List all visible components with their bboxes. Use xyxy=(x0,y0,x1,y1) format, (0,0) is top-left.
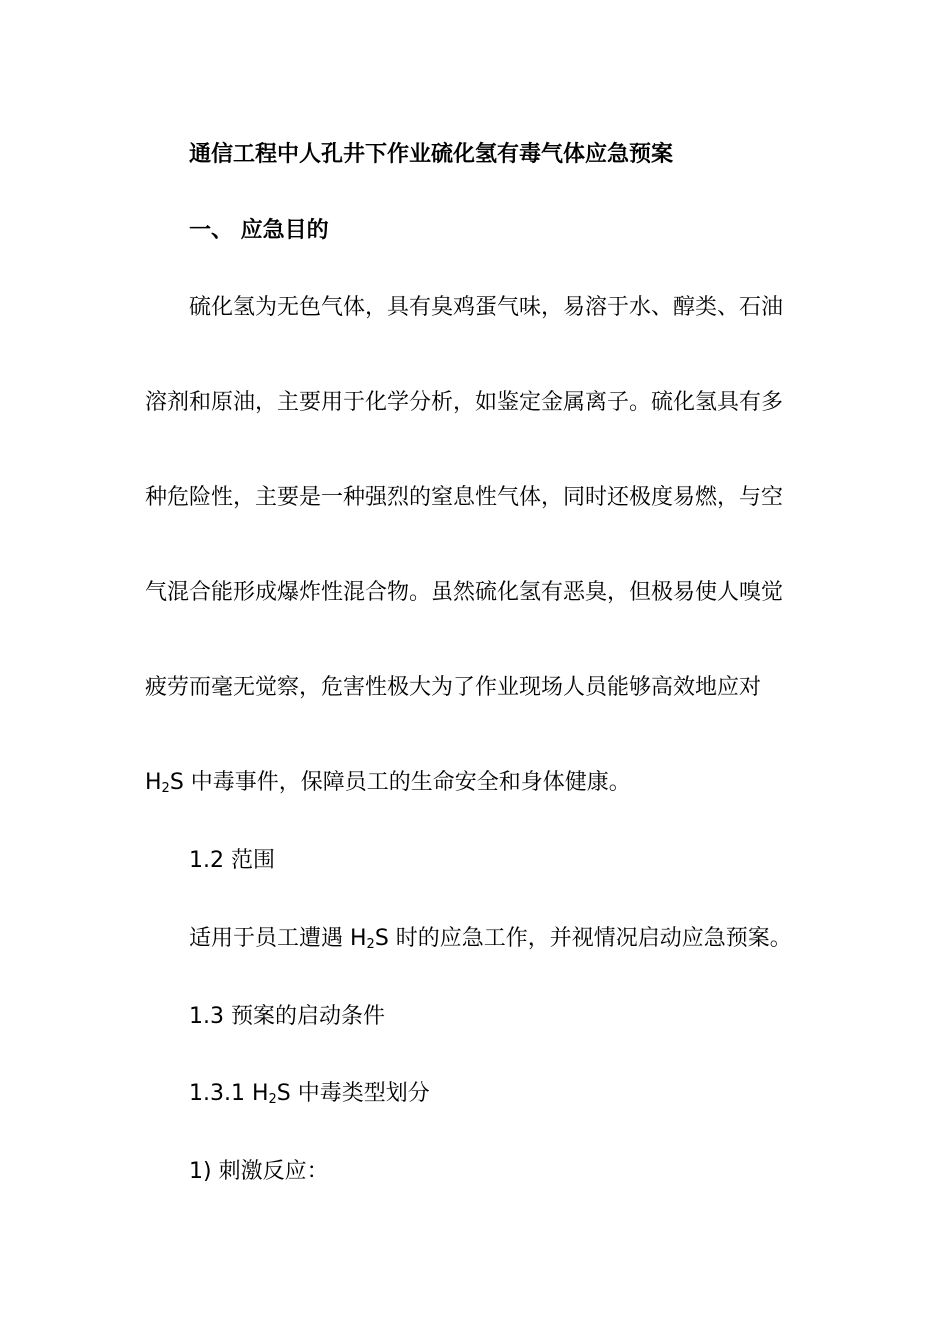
section-heading-start-conditions: 1.3 预案的启动条件 xyxy=(189,1004,385,1029)
section-heading-scope: 1.2 范围 xyxy=(189,848,275,873)
text-fragment: H xyxy=(145,770,162,795)
section-heading-emergency-purpose: 一、 应急目的 xyxy=(189,218,329,243)
paragraph-line: 种危险性，主要是一种强烈的窒息性气体，同时还极度易燃，与空 xyxy=(145,485,784,510)
text-fragment: 1.3.1 H xyxy=(189,1081,269,1106)
paragraph-line: 疲劳而毫无觉察，危害性极大为了作业现场人员能够高效地应对 xyxy=(145,675,762,700)
paragraph-line: 气混合能形成爆炸性混合物。虽然硫化氢有恶臭，但极易使人嗅觉 xyxy=(145,580,784,605)
subscript: 2 xyxy=(366,937,375,952)
section-heading-poisoning-types xyxy=(189,1080,430,1108)
text-fragment: S 时的应急工作，并视情况启动应急预案。 xyxy=(374,926,792,951)
text-fragment: S 中毒类型划分 xyxy=(276,1081,430,1106)
list-item: 1) 刺激反应： xyxy=(189,1159,329,1184)
paragraph-line xyxy=(145,769,631,797)
subscript: 2 xyxy=(268,1092,277,1107)
text-fragment: 适用于员工遭遇 H xyxy=(189,926,367,951)
subscript: 2 xyxy=(161,781,170,796)
paragraph-line: 硫化氢为无色气体，具有臭鸡蛋气味，易溶于水、醇类、石油 xyxy=(189,295,784,320)
text-fragment: S 中毒事件，保障员工的生命安全和身体健康。 xyxy=(169,770,631,795)
paragraph-line xyxy=(189,925,792,953)
document-title: 通信工程中人孔井下作业硫化氢有毒气体应急预案 xyxy=(189,142,674,167)
paragraph-line: 溶剂和原油，主要用于化学分析，如鉴定金属离子。硫化氢具有多 xyxy=(145,390,784,415)
